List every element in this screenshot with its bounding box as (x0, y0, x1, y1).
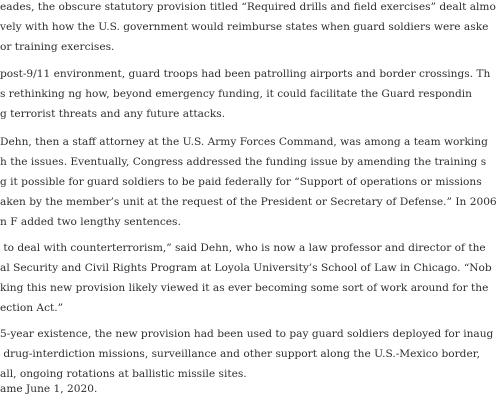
text-line: to deal with counterterrorism,” said Dehn, who is now a law professor and director of the (0, 242, 486, 254)
text-line: all, ongoing rotations at ballistic missile sites. (0, 368, 247, 380)
text-line: king this new provision likely viewed it as ever becoming some sort of work around for the (0, 282, 489, 294)
text-line: n F added two lengthy sentences. (0, 216, 181, 228)
text-line-prefix: s rethinking (0, 88, 69, 100)
text-line: drug-interdiction missions, surveillance and other support along the U.S.-Mexico border, (0, 348, 480, 360)
text-line: ame June 1, 2020. (0, 383, 98, 395)
text-line: 5-year existence, the new provision had been used to pay guard soldiers deployed for inaug (0, 328, 494, 340)
article-paragraph-2 (0, 64, 491, 124)
text-line: aken by the member’s unit at the request of the President or Secretary of Defense.” In 2006 (0, 196, 497, 208)
text-line: vely with how the U.S. government would reimburse states when guard soldiers were aske (0, 21, 489, 33)
text-line: Dehn, then a staff attorney at the U.S. Army Forces Command, was among a team working (0, 136, 488, 148)
text-line: g terrorist threats and any future attacks. (0, 108, 226, 120)
text-line: al Security and Civil Rights Program at Loyola University’s School of Law in Chicago. “Nob (0, 262, 492, 274)
text-line: ection Act.” (0, 302, 64, 314)
text-line: post-9/11 environment, guard troops had been patrolling airports and border crossings. Th (0, 68, 491, 80)
article-paragraph-4 (0, 238, 492, 318)
article-paragraph-6 (0, 379, 400, 399)
article-paragraph-1 (0, 0, 496, 57)
text-line: or training exercises. (0, 41, 115, 53)
text-line: eades, the obscure statutory provision titled “Required drills and field exercises” dealt almo (0, 1, 496, 13)
text-line (0, 84, 472, 104)
text-line: g it possible for guard soldiers to be paid federally for “Support of operations or missions (0, 176, 482, 188)
article-paragraph-3 (0, 132, 497, 232)
text-line: h the issues. Eventually, Congress addressed the funding issue by amending the training s (0, 156, 487, 168)
text-line-rest: ng how, beyond emergency funding, it could facilitate the Guard respondin (68, 88, 472, 100)
article-paragraph-5 (0, 324, 494, 384)
